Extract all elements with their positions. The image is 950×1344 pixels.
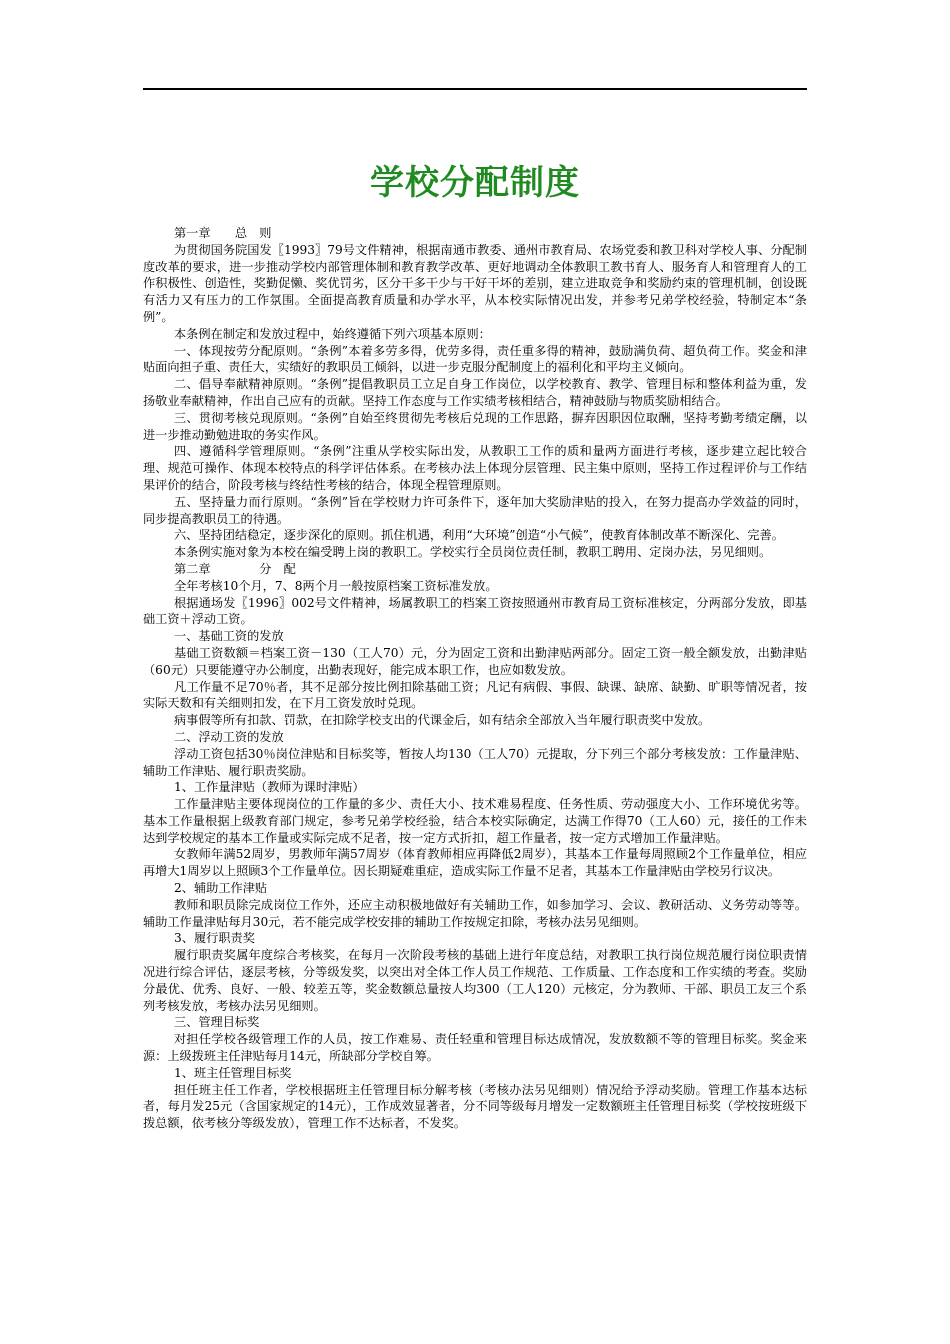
paragraph: 五、坚持量力而行原则。“条例”旨在学校财力许可条件下，逐年加大奖励津贴的投入，在努力提高办学效益的同时，同步提高教职员工的待遇。: [143, 494, 807, 526]
paragraph: 工作量津贴主要体现岗位的工作量的多少、责任大小、技术难易程度、任务性质、劳动强度大小、工作环境优劣等。基本工作量根据上级教育部门规定，参考兄弟学校经验，结合本校实际确定，达满工作得70（工人60）元，接任的工作未达到学校规定的基本工作量或实际完成不足者，按一定方式折扣，超工作量者，按一定方式增加工作量津贴。: [143, 797, 807, 845]
paragraph: 一、体现按劳分配原则。“条例”本着多劳多得，优劳多得，责任重多得的精神，鼓励满负荷、超负荷工作。奖金和津贴面向担子重、责任大，实绩好的教职员工倾斜，以进一步克服分配制度上的福利化和平均主义倾向。: [143, 343, 807, 375]
section-heading: 一、基础工资的发放: [174, 629, 284, 644]
paragraph: 为贯彻国务院国发〖1993〗79号文件精神，根据南通市教委、通州市教育局、农场党委和教卫科对学校人事、分配制度改革的要求，进一步推动学校内部管理体制和教育教学改革、更好地调动全体教职工教书育人、服务育人和管理育人的工作积极性、创造性，奖勤促懒、奖优罚劣，区分干多干少与干好干坏的差别，建立进取竞争和奖励约束的管理机制，创设既有活力又有压力的工作氛围。全面提高教育质量和办学水平，从本校实际情况出发，并参考兄弟学校经验，特制定本“条例”。: [143, 242, 807, 324]
paragraph: 基础工资数额＝档案工资－130（工人70）元，分为固定工资和出勤津贴两部分。固定工资一般全额发放，出勤津贴（60元）只要能遵守办公制度，出勤表现好，能完成本职工作，也应如数发放。: [143, 645, 807, 677]
paragraph: 四、遵循科学管理原则。“条例”注重从学校实际出发，从教职工工作的质和量两方面进行考核，逐步建立起比较合理、规范可操作、体现本校特点的科学评估体系。在考核办法上体现分层管理、民主集中原则，坚持工作过程评价与工作结果评价的结合，阶段考核与终结性考核的结合，体现全程管理原则。: [143, 444, 807, 492]
subsection-heading: 1、工作量津贴（教师为课时津贴）: [174, 780, 365, 795]
paragraph: 凡工作量不足70％者，其不足部分按比例扣除基础工资；凡记有病假、事假、缺课、缺席、缺勤、旷职等情况者，按实际天数和有关细则扣发，在下月工资发放时兑现。: [143, 679, 807, 711]
paragraph: 病事假等所有扣款、罚款，在扣除学校支出的代课金后，如有结余全部放入当年履行职责奖中发放。: [174, 713, 711, 728]
paragraph: 二、倡导奉献精神原则。“条例”提倡教职员工立足自身工作岗位，以学校教育、教学、管理目标和整体利益为重，发扬敬业奉献精神，作出自己应有的贡献。坚持工作态度与工作实绩考核相结合，精神鼓励与物质奖励相结合。: [143, 377, 807, 408]
header-rule: [143, 88, 807, 90]
section-heading: 二、浮动工资的发放: [174, 729, 284, 744]
section-heading: 三、管理目标奖: [174, 1015, 260, 1030]
paragraph: 本条例在制定和发放过程中，始终遵循下列六项基本原则：: [174, 326, 491, 341]
paragraph: 本条例实施对象为本校在编受聘上岗的教职工。学校实行全员岗位责任制，教职工聘用、定岗办法，另见细则。: [174, 545, 772, 560]
subsection-heading: 3、履行职责奖: [174, 931, 255, 946]
paragraph: 对担任学校各级管理工作的人员，按工作难易、责任轻重和管理目标达成情况，发放数额不等的管理目标奖。奖金来源：上级拨班主任津贴每月14元，所缺部分学校自筹。: [143, 1032, 807, 1064]
paragraph: 三、贯彻考核兑现原则。“条例”自始至终贯彻先考核后兑现的工作思路，摒弃因职因位取酬，坚持考勤考绩定酬，以进一步推动勤勉进取的务实作风。: [143, 410, 807, 442]
paragraph: 全年考核10个月，7、8两个月一般按原档案工资标准发放。: [174, 578, 498, 593]
chapter-heading: 第二章 分 配: [174, 561, 296, 576]
document-body: [143, 225, 807, 1132]
paragraph: 担任班主任工作者，学校根据班主任管理目标分解考核（考核办法另见细则）情况给予浮动奖励。管理工作基本达标者，每月发25元（含国家规定的14元），工作成效显著者，分不同等级每月增发一定数额班主任管理目标奖（学校按班级下拨总额，依考核分等级发放），管理工作不达标者，不发奖。: [143, 1082, 807, 1131]
chapter-heading: 第一章 总 则: [174, 226, 272, 240]
subsection-heading: 2、辅助工作津贴: [174, 881, 268, 896]
paragraph: 浮动工资包括30％岗位津贴和目标奖等，暂按人均130（工人70）元提取，分下列三个部分考核发放：工作量津贴、辅助工作津贴、履行职责奖励。: [143, 746, 807, 778]
subsection-heading: 1、班主任管理目标奖: [174, 1065, 292, 1080]
document-title: 学校分配制度: [370, 163, 580, 203]
paragraph: 根据通场发〖1996〗002号文件精神，场属教职工的档案工资按照通州市教育局工资标准核定，分两部分发放，即基础工资＋浮动工资。: [143, 595, 807, 627]
paragraph: 履行职责奖属年度综合考核奖，在每月一次阶段考核的基础上进行年度总结，对教职工执行岗位规范履行岗位职责情况进行综合评估，逐层考核，分等级发奖，以突出对全体工作人员工作规范、工作质量、工作态度和工作实绩的考查。奖励分最优、优秀、良好、一般、较差五等，奖金数额总量按人均300（工人120）元核定，分为教师、干部、职员工友三个系列考核发放，考核办法另见细则。: [143, 948, 807, 1013]
paragraph: 教师和职员除完成岗位工作外，还应主动积极地做好有关辅助工作，如参加学习、会议、教研活动、义务劳动等等。辅助工作量津贴每月30元，若不能完成学校安排的辅助工作按规定扣除，考核办法另见细则。: [143, 897, 807, 929]
paragraph: 六、坚持团结稳定，逐步深化的原则。抓住机遇，利用“大环境”创造“小气候”，使教育体制改革不断深化、完善。: [174, 528, 784, 543]
paragraph: 女教师年满52周岁，男教师年满57周岁（体育教师相应再降低2周岁），其基本工作量每周照顾2个工作量单位，相应再增大1周岁以上照顾3个工作量单位。因长期疑难重症，造成实际工作量不足者，其基本工作量津贴由学校另行议决。: [143, 847, 807, 879]
